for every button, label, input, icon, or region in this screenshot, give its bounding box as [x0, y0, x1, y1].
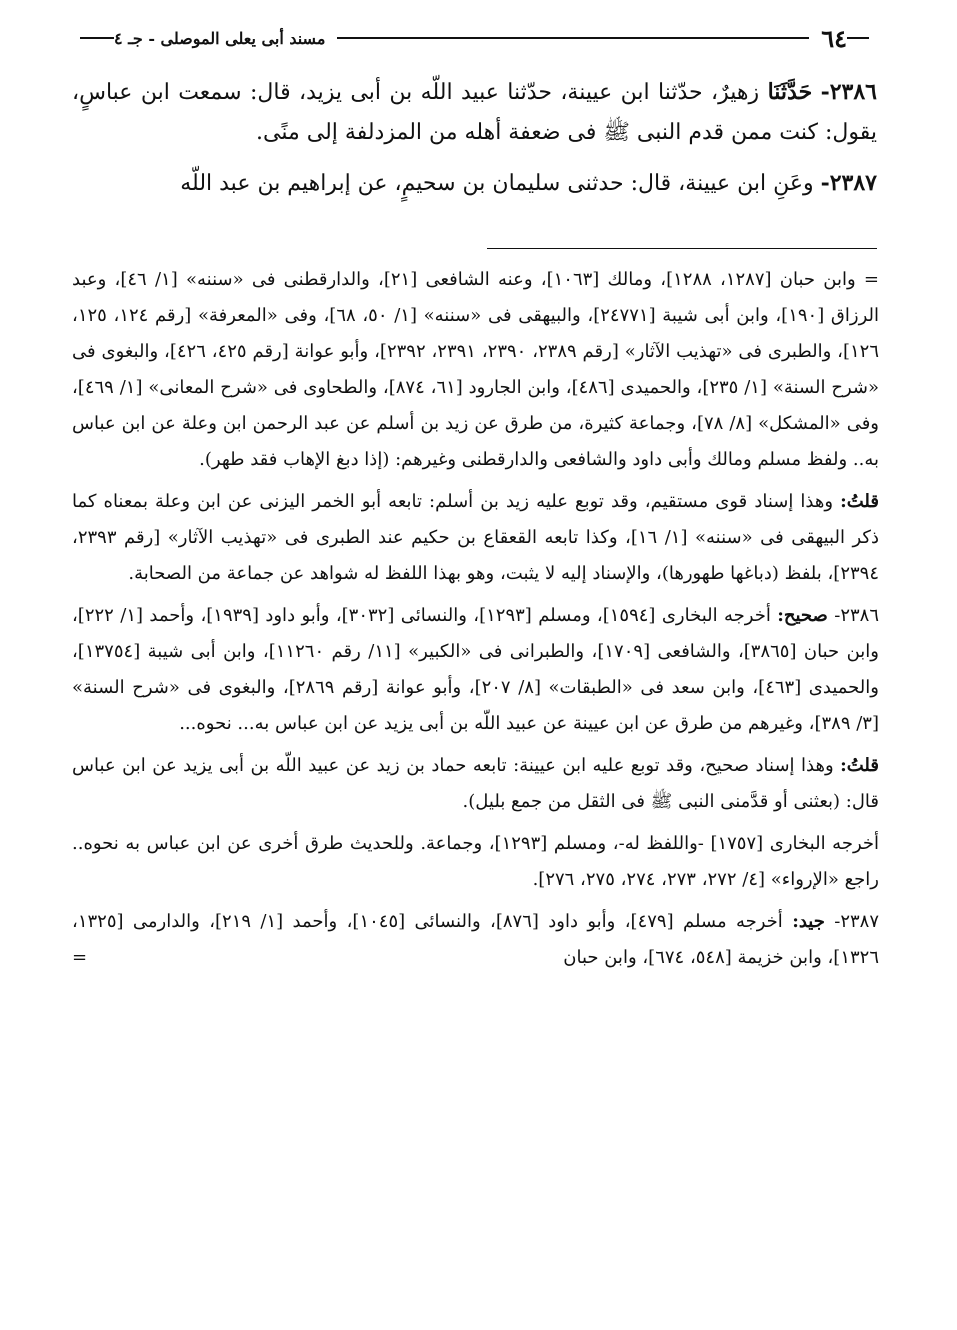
grade-label: صحيح:: [777, 605, 828, 626]
footnotes: [72, 262, 879, 982]
footnote-text: أخرجه مسلم [٤٧٩]، وأبو داود [٨٧٦]، والنسائى [١٠٤٥]، وأحمد [١/ ٢١٩]، والدارمى [١٣٢٥، ١٣٢٦]، وابن خزيمة [٥٤٨، ٦٧٤]، وابن حبان: [72, 911, 879, 968]
header-rule: [337, 37, 809, 39]
hadith-number: ٢٣٨٦-: [820, 79, 877, 105]
main-text: [72, 72, 877, 214]
footnote-divider: [487, 248, 877, 249]
footnote-text: أخرجه البخارى [١٥٩٤]، ومسلم [١٢٩٣]، والنسائى [٣٠٣٢]، وأبو داود [١٩٣٩]، وأحمد [١/ ٢٢٢]، وابن حبان [٣٨٦٥]، والشافعى [١٧٠٩]، والطبرانى فى «الكبير» [١١/ رقم ١١٢٦٠]، وابن أبى شيبة [١٣٧٥٤]، والحميدى [٤٦٣]، وابن سعد فى «الطبقات» [٨/ ٢٠٧]، وأبو عوانة [رقم ٢٨٦٩]، والبغوى فى «شرح السنة» [٣/ ٣٨٩]، وغيرهم من طرق عن ابن عيينة عن عبيد اللّه بن أبى يزيد عن ابن عباس به... نحوه...: [72, 605, 879, 734]
footnote-2386: [72, 598, 879, 742]
footnote-text: وهذا إسناد صحيح، وقد توبع عليه ابن عيينة: تابعه حماد بن زيد عن عبيد اللّه بن أبى يزيد عن ابن عباس قال: (بعثنى أو قدَّمنى النبى ﷺ فى الثقل من جمع بليل).: [72, 755, 879, 812]
hadith-number: ٢٣٨٧-: [820, 170, 877, 196]
footnote-takhrij: [72, 826, 879, 898]
hadith-text: وعَنِ ابن عيينة، قال: حدثنى سليمان بن سحيمٍ، عن إبراهيم بن عبد اللّه: [180, 171, 814, 196]
footnote-qultu-2: [72, 748, 879, 820]
footnote-number: ٢٣٨٧-: [834, 911, 879, 932]
hadith-opening: حَدَّثَنَا: [767, 79, 813, 105]
qultu-label: قلتُ:: [840, 755, 879, 776]
book-title: مسند أبى يعلى الموصلى - جـ ٤: [114, 28, 326, 48]
header-dash-left: [80, 37, 114, 39]
continuation-mark: =: [863, 269, 880, 290]
footnote-number: ٢٣٨٦-: [834, 605, 879, 626]
header-dash-right: [847, 37, 869, 39]
hadith-2386: [72, 72, 877, 153]
footnote-text: وهذا إسناد قوى مستقيم، وقد توبع عليه زيد بن أسلم: تابعه أبو الخمر اليزنى عن ابن وعلة بمعناه كما ذكر البيهقى فى «سننه» [١/ ١٦]، وكذا تابعه القعقاع بن حكيم عند الطبرى فى «تهذيب الآثار» [رقم ٢٣٩٣، ٢٣٩٤]، بلفظ (دباغها طهورها)، والإسناد إليه لا يثبت، وهو بهذا اللفظ له شواهد عن جماعة من الصحابة.: [72, 491, 879, 584]
hadith-text: زهيرٌ، حدّثنا ابن عيينة، حدّثنا عبيد اللّه بن أبى يزيد، قال: سمعت ابن عباسٍ، يقول: كنت ممن قدم النبى ﷺ فى ضعفة أهله من المزدلفة إلى منًى.: [72, 80, 877, 145]
hadith-2387: [72, 163, 877, 204]
footnote-2387: [72, 904, 879, 976]
footnote-text: وابن حبان [١٢٨٧، ١٢٨٨]، ومالك [١٠٦٣]، وعنه الشافعى [٢١]، والدارقطنى فى «سننه» [١/ ٤٦]، وعبد الرزاق [١٩٠]، وابن أبى شيبة [٢٤٧٧١]، والبيهقى فى «سننه» [١/ ٥٠، ٦٨]، وفى «المعرفة» [رقم ١٢٤، ١٢٥، ١٢٦]، والطبرى فى «تهذيب الآثار» [رقم ٢٣٨٩، ٢٣٩٠، ٢٣٩١، ٢٣٩٢]، وأبو عوانة [رقم ٤٢٥، ٤٢٦]، والبغوى فى «شرح السنة» [١/ ٢٣٥]، والحميدى [٤٨٦]، وابن الجارود [٦١، ٨٧٤]، والطحاوى فى «شرح المعانى» [١/ ٤٦٩]، وفى «المشكل» [٨/ ٧٨]، وجماعة كثيرة، من طرق عن زيد بن أسلم عن عبد الرحمن ابن وعلة عن ابن عباس به.. ولفظ مسلم ومالك وأبى داود والشافعى والدارقطنى وغيرهم: (إذا دبغ الإهاب فقد طهر).: [72, 269, 879, 470]
grade-label: جيد:: [792, 911, 825, 932]
running-header: [72, 18, 875, 58]
continuation-mark: =: [72, 947, 88, 968]
footnote-qultu-1: [72, 484, 879, 592]
qultu-label: قلتُ:: [840, 491, 879, 512]
footnote-text: أخرجه البخارى [١٧٥٧] -واللفظ له-، ومسلم [١٢٩٣]، وجماعة. وللحديث طرق أخرى عن ابن عباس به نحوه.. راجع «الإرواء» [٤/ ٢٧٢، ٢٧٣، ٢٧٤، ٢٧٥، ٢٧٦].: [72, 833, 880, 890]
footnote-continuation: [72, 262, 879, 478]
page-number: ٦٤: [821, 23, 847, 53]
